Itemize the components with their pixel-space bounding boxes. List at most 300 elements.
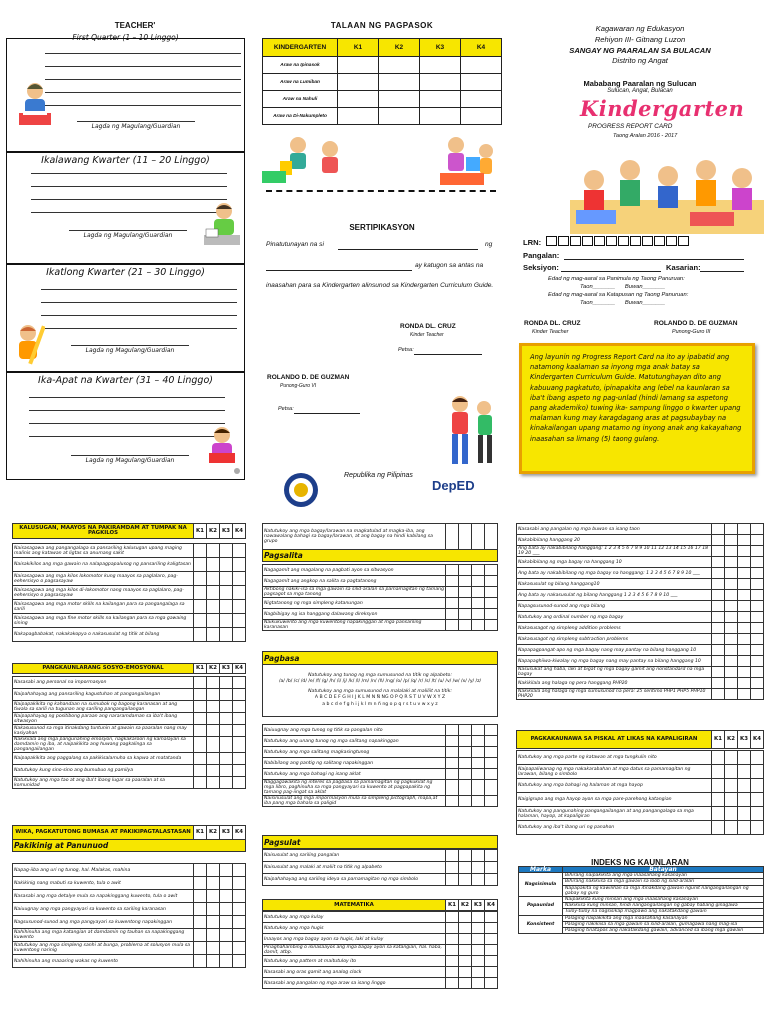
criteria-item: Naggagawakita ng interes sa pagbasa sa pamamagitan ng pagkukilat ng mga libro, paghinuha sa mga pangyayari sa kuwento at pagpapakita ng tamang pag-iingat sa aklat xyxy=(263,780,446,796)
rating-cell[interactable] xyxy=(233,572,246,586)
rating-cell[interactable] xyxy=(712,751,725,765)
rating-cell[interactable] xyxy=(194,877,207,890)
rating-cell[interactable] xyxy=(207,753,220,765)
rating-cell[interactable] xyxy=(485,945,498,956)
rating-cell[interactable] xyxy=(472,796,485,807)
rating-cell[interactable] xyxy=(751,656,764,667)
rating-cell[interactable] xyxy=(712,579,725,590)
rating-cell[interactable] xyxy=(485,758,498,769)
rating-cell[interactable] xyxy=(725,779,738,793)
rating-cell[interactable] xyxy=(725,678,738,689)
rating-cell[interactable] xyxy=(459,923,472,934)
rating-cell[interactable] xyxy=(485,912,498,923)
rating-cell[interactable] xyxy=(712,535,725,546)
rating-cell[interactable] xyxy=(485,967,498,978)
rating-cell[interactable] xyxy=(459,862,472,874)
rating-cell[interactable] xyxy=(194,753,207,765)
rating-cell[interactable] xyxy=(725,765,738,779)
rating-cell[interactable] xyxy=(725,689,738,700)
rating-cell[interactable] xyxy=(459,576,472,587)
rating-cell[interactable] xyxy=(751,667,764,678)
rating-cell[interactable] xyxy=(738,579,751,590)
lrn-input[interactable] xyxy=(545,236,689,246)
rating-cell[interactable] xyxy=(751,821,764,835)
rating-cell[interactable] xyxy=(194,713,207,725)
rating-cell[interactable] xyxy=(194,765,207,777)
rating-cell[interactable] xyxy=(712,793,725,807)
rating-cell[interactable] xyxy=(207,903,220,916)
rating-cell[interactable] xyxy=(207,544,220,558)
rating-cell[interactable] xyxy=(459,725,472,736)
rating-cell[interactable] xyxy=(725,821,738,835)
rating-cell[interactable] xyxy=(738,667,751,678)
rating-cell[interactable] xyxy=(738,678,751,689)
rating-cell[interactable] xyxy=(751,623,764,634)
rating-cell[interactable] xyxy=(712,689,725,700)
kasarian-field[interactable] xyxy=(700,271,744,272)
rating-cell[interactable] xyxy=(207,916,220,929)
rating-cell[interactable] xyxy=(712,656,725,667)
rating-cell[interactable] xyxy=(220,614,233,628)
rating-cell[interactable] xyxy=(194,942,207,955)
rating-cell[interactable] xyxy=(712,779,725,793)
rating-cell[interactable] xyxy=(459,780,472,796)
criteria-item: Natutukoy ang ordinal number ng mga bagay xyxy=(517,612,712,623)
rating-cell[interactable] xyxy=(738,568,751,579)
rating-cell[interactable] xyxy=(472,862,485,874)
rating-cell[interactable] xyxy=(472,620,485,631)
rating-cell[interactable] xyxy=(220,942,233,955)
rating-cell[interactable] xyxy=(207,628,220,642)
rating-cell[interactable] xyxy=(459,736,472,747)
rating-cell[interactable] xyxy=(446,780,459,796)
rating-cell[interactable] xyxy=(725,667,738,678)
rating-cell[interactable] xyxy=(233,877,246,890)
rating-cell[interactable] xyxy=(751,678,764,689)
rating-cell[interactable] xyxy=(472,576,485,587)
rating-cell[interactable] xyxy=(472,978,485,989)
rating-cell[interactable] xyxy=(233,614,246,628)
rating-cell[interactable] xyxy=(725,793,738,807)
rating-cell[interactable] xyxy=(233,677,246,689)
rating-cell[interactable] xyxy=(485,769,498,780)
teacher-header: TEACHER' xyxy=(114,21,156,30)
rating-cell[interactable] xyxy=(725,524,738,535)
criteria-item: Natutukoy ang mga simpleng sanhi at bunga, problema at solusyon mula sa kuwentong narinig xyxy=(13,942,194,955)
rating-cell[interactable] xyxy=(220,558,233,572)
rating-cell[interactable] xyxy=(233,689,246,701)
rating-cell[interactable] xyxy=(485,725,498,736)
rating-cell[interactable] xyxy=(751,751,764,765)
rating-cell[interactable] xyxy=(194,600,207,614)
rating-cell[interactable] xyxy=(233,600,246,614)
rating-cell[interactable] xyxy=(712,678,725,689)
rating-cell[interactable] xyxy=(485,956,498,967)
rating-cell[interactable] xyxy=(485,598,498,609)
rating-cell[interactable] xyxy=(712,612,725,623)
rating-cell[interactable] xyxy=(459,945,472,956)
criteria-item: Naiuugnay ang mga tunog ng titik sa pangalan nito xyxy=(263,725,446,736)
rating-cell[interactable] xyxy=(738,612,751,623)
rating-cell[interactable] xyxy=(207,572,220,586)
rating-cell[interactable] xyxy=(233,903,246,916)
rating-cell[interactable] xyxy=(207,677,220,689)
rating-cell[interactable] xyxy=(194,737,207,753)
rating-cell[interactable] xyxy=(725,623,738,634)
rating-cell[interactable] xyxy=(233,737,246,753)
rating-cell[interactable] xyxy=(738,793,751,807)
rating-cell[interactable] xyxy=(220,777,233,789)
rating-cell[interactable] xyxy=(446,598,459,609)
rating-cell[interactable] xyxy=(446,956,459,967)
rating-cell[interactable] xyxy=(472,780,485,796)
rating-cell[interactable] xyxy=(485,934,498,945)
rating-cell[interactable] xyxy=(712,807,725,821)
rating-cell[interactable] xyxy=(446,967,459,978)
rating-cell[interactable] xyxy=(220,916,233,929)
rating-cell[interactable] xyxy=(459,758,472,769)
rating-cell[interactable] xyxy=(194,628,207,642)
rating-cell[interactable] xyxy=(194,725,207,737)
rating-cell[interactable] xyxy=(751,557,764,568)
rating-cell[interactable] xyxy=(738,689,751,700)
rating-cell[interactable] xyxy=(220,689,233,701)
rating-cell[interactable] xyxy=(459,967,472,978)
rating-cell[interactable] xyxy=(725,590,738,601)
rating-cell[interactable] xyxy=(751,793,764,807)
rating-cell[interactable] xyxy=(220,544,233,558)
rating-cell[interactable] xyxy=(207,877,220,890)
rating-cell[interactable] xyxy=(751,535,764,546)
rating-cell[interactable] xyxy=(712,546,725,557)
rating-cell[interactable] xyxy=(459,850,472,862)
rating-cell[interactable] xyxy=(738,645,751,656)
rating-cell[interactable] xyxy=(233,628,246,642)
rating-cell[interactable] xyxy=(220,628,233,642)
rating-cell[interactable] xyxy=(751,546,764,557)
rating-cell[interactable] xyxy=(446,862,459,874)
rating-cell[interactable] xyxy=(194,929,207,942)
student-name-line[interactable] xyxy=(338,249,478,250)
rating-cell[interactable] xyxy=(725,656,738,667)
rating-cell[interactable] xyxy=(207,737,220,753)
rating-cell[interactable] xyxy=(220,586,233,600)
rating-cell[interactable] xyxy=(712,524,725,535)
rating-cell[interactable] xyxy=(446,609,459,620)
rating-cell[interactable] xyxy=(751,765,764,779)
rating-cell[interactable] xyxy=(485,565,498,576)
rating-cell[interactable] xyxy=(220,725,233,737)
criteria-item: Natutukoy ang mga bagay/larawan na magkatulad at magka-iba, ang nawawalang bahagi sa bagay/larawan, at ang bagay na hindi kabilang sa grupo xyxy=(263,524,446,550)
rating-cell[interactable] xyxy=(472,598,485,609)
rating-cell[interactable] xyxy=(725,579,738,590)
rating-cell[interactable] xyxy=(446,934,459,945)
rating-cell[interactable] xyxy=(485,978,498,989)
rating-cell[interactable] xyxy=(446,565,459,576)
rating-cell[interactable] xyxy=(725,535,738,546)
rating-cell[interactable] xyxy=(207,777,220,789)
rating-cell[interactable] xyxy=(207,942,220,955)
rating-cell[interactable] xyxy=(194,777,207,789)
rating-cell[interactable] xyxy=(485,736,498,747)
criteria-item: Natutukoy ang mga salitang magkasingtunog xyxy=(263,747,446,758)
rating-cell[interactable] xyxy=(446,620,459,631)
rating-cell[interactable] xyxy=(233,558,246,572)
rating-cell[interactable] xyxy=(446,758,459,769)
rating-cell[interactable] xyxy=(485,862,498,874)
rating-cell[interactable] xyxy=(472,874,485,886)
criteria-item: Nakasusagot ng simpleng addition problems xyxy=(517,623,712,634)
rating-cell[interactable] xyxy=(725,557,738,568)
rating-cell[interactable] xyxy=(738,765,751,779)
rating-cell[interactable] xyxy=(233,916,246,929)
rating-cell[interactable] xyxy=(207,955,220,968)
rating-cell[interactable] xyxy=(751,568,764,579)
rating-cell[interactable] xyxy=(220,765,233,777)
rating-cell[interactable] xyxy=(194,572,207,586)
rating-cell[interactable] xyxy=(725,612,738,623)
rating-cell[interactable] xyxy=(712,645,725,656)
rating-cell[interactable] xyxy=(446,850,459,862)
rating-cell[interactable] xyxy=(207,701,220,713)
rating-cell[interactable] xyxy=(194,701,207,713)
rating-cell[interactable] xyxy=(459,956,472,967)
quarter-3-box xyxy=(6,264,245,372)
rating-cell[interactable] xyxy=(485,923,498,934)
rating-cell[interactable] xyxy=(459,620,472,631)
rating-cell[interactable] xyxy=(220,890,233,903)
rating-cell[interactable] xyxy=(233,753,246,765)
rating-cell[interactable] xyxy=(472,758,485,769)
rating-cell[interactable] xyxy=(194,614,207,628)
rating-cell[interactable] xyxy=(472,725,485,736)
rating-cell[interactable] xyxy=(712,821,725,835)
rating-cell[interactable] xyxy=(220,713,233,725)
rating-cell[interactable] xyxy=(459,769,472,780)
rating-cell[interactable] xyxy=(446,796,459,807)
rating-cell[interactable] xyxy=(725,601,738,612)
rating-cell[interactable] xyxy=(712,765,725,779)
rating-cell[interactable] xyxy=(738,779,751,793)
rating-cell[interactable] xyxy=(472,956,485,967)
rating-cell[interactable] xyxy=(751,579,764,590)
rating-cell[interactable] xyxy=(459,609,472,620)
date-line[interactable] xyxy=(414,354,482,355)
index-level-label: Papaunlad xyxy=(519,897,563,916)
rating-cell[interactable] xyxy=(485,620,498,631)
rating-cell[interactable] xyxy=(446,874,459,886)
rating-cell[interactable] xyxy=(712,623,725,634)
rating-cell[interactable] xyxy=(233,765,246,777)
rating-cell[interactable] xyxy=(220,600,233,614)
rating-cell[interactable] xyxy=(194,916,207,929)
rating-cell[interactable] xyxy=(446,945,459,956)
rating-cell[interactable] xyxy=(738,656,751,667)
rating-cell[interactable] xyxy=(233,890,246,903)
rating-cell[interactable] xyxy=(446,747,459,758)
rating-cell[interactable] xyxy=(712,601,725,612)
rating-cell[interactable] xyxy=(472,736,485,747)
rating-cell[interactable] xyxy=(459,912,472,923)
rating-cell[interactable] xyxy=(485,850,498,862)
rating-cell[interactable] xyxy=(194,890,207,903)
rating-cell[interactable] xyxy=(738,821,751,835)
date-line-2[interactable] xyxy=(294,413,360,414)
rating-cell[interactable] xyxy=(194,677,207,689)
cover-teacher-role: Kinder Teacher xyxy=(532,329,569,335)
rating-cell[interactable] xyxy=(712,590,725,601)
rating-cell[interactable] xyxy=(233,955,246,968)
rating-cell[interactable] xyxy=(233,942,246,955)
rating-cell[interactable] xyxy=(472,945,485,956)
rating-cell[interactable] xyxy=(725,568,738,579)
rating-cell[interactable] xyxy=(220,929,233,942)
rating-cell[interactable] xyxy=(485,587,498,598)
rating-cell[interactable] xyxy=(485,609,498,620)
rating-cell[interactable] xyxy=(751,524,764,535)
rating-cell[interactable] xyxy=(738,601,751,612)
rating-cell[interactable] xyxy=(207,864,220,877)
rating-cell[interactable] xyxy=(459,565,472,576)
rating-cell[interactable] xyxy=(233,713,246,725)
rating-cell[interactable] xyxy=(751,689,764,700)
rating-cell[interactable] xyxy=(472,912,485,923)
rating-cell[interactable] xyxy=(194,558,207,572)
rating-cell[interactable] xyxy=(472,609,485,620)
rating-cell[interactable] xyxy=(472,967,485,978)
rating-cell[interactable] xyxy=(738,546,751,557)
rating-cell[interactable] xyxy=(459,874,472,886)
rating-cell[interactable] xyxy=(446,912,459,923)
rating-cell[interactable] xyxy=(446,923,459,934)
rating-cell[interactable] xyxy=(207,614,220,628)
rating-cell[interactable] xyxy=(233,544,246,558)
rating-cell[interactable] xyxy=(712,568,725,579)
rating-cell[interactable] xyxy=(725,807,738,821)
rating-cell[interactable] xyxy=(459,587,472,598)
rating-cell[interactable] xyxy=(751,634,764,645)
seksiyon-field[interactable] xyxy=(561,271,661,272)
rating-cell[interactable] xyxy=(220,737,233,753)
rating-cell[interactable] xyxy=(207,890,220,903)
rating-cell[interactable] xyxy=(446,769,459,780)
rating-cell[interactable] xyxy=(459,598,472,609)
rating-cell[interactable] xyxy=(725,751,738,765)
rating-cell[interactable] xyxy=(220,864,233,877)
rating-cell[interactable] xyxy=(207,586,220,600)
rating-cell[interactable] xyxy=(472,747,485,758)
rating-cell[interactable] xyxy=(194,586,207,600)
rating-cell[interactable] xyxy=(446,978,459,989)
rating-cell[interactable] xyxy=(485,796,498,807)
rating-cell[interactable] xyxy=(233,864,246,877)
criteria-row xyxy=(517,524,764,535)
rating-cell[interactable] xyxy=(751,645,764,656)
rating-cell[interactable] xyxy=(194,864,207,877)
rating-cell[interactable] xyxy=(233,777,246,789)
rating-cell[interactable] xyxy=(220,903,233,916)
rating-cell[interactable] xyxy=(220,877,233,890)
rating-cell[interactable] xyxy=(712,634,725,645)
rating-cell[interactable] xyxy=(472,934,485,945)
rating-cell[interactable] xyxy=(459,796,472,807)
rating-cell[interactable] xyxy=(472,587,485,598)
rating-cell[interactable] xyxy=(194,689,207,701)
rating-cell[interactable] xyxy=(712,667,725,678)
pangalan-field[interactable] xyxy=(564,259,744,260)
rating-cell[interactable] xyxy=(194,955,207,968)
rating-cell[interactable] xyxy=(207,689,220,701)
rating-cell[interactable] xyxy=(220,677,233,689)
rating-cell[interactable] xyxy=(712,557,725,568)
rating-cell[interactable] xyxy=(194,544,207,558)
rating-cell[interactable] xyxy=(725,645,738,656)
rating-cell[interactable] xyxy=(220,753,233,765)
rating-cell[interactable] xyxy=(472,850,485,862)
rating-cell[interactable] xyxy=(738,634,751,645)
rating-cell[interactable] xyxy=(485,874,498,886)
rating-cell[interactable] xyxy=(207,713,220,725)
rating-cell[interactable] xyxy=(751,590,764,601)
section-name-line[interactable] xyxy=(266,270,412,271)
rating-cell[interactable] xyxy=(459,747,472,758)
rating-cell[interactable] xyxy=(738,535,751,546)
attendance-header: K3 xyxy=(420,39,461,57)
rating-cell[interactable] xyxy=(751,601,764,612)
rating-cell[interactable] xyxy=(446,576,459,587)
rating-cell[interactable] xyxy=(207,600,220,614)
rating-cell[interactable] xyxy=(207,558,220,572)
rating-cell[interactable] xyxy=(738,590,751,601)
rating-cell[interactable] xyxy=(459,978,472,989)
rating-cell[interactable] xyxy=(207,725,220,737)
rating-cell[interactable] xyxy=(738,623,751,634)
rating-cell[interactable] xyxy=(725,634,738,645)
rating-cell[interactable] xyxy=(472,923,485,934)
rating-cell[interactable] xyxy=(485,747,498,758)
rating-cell[interactable] xyxy=(446,736,459,747)
rating-cell[interactable] xyxy=(738,557,751,568)
rating-cell[interactable] xyxy=(751,807,764,821)
rating-cell[interactable] xyxy=(207,929,220,942)
rating-cell[interactable] xyxy=(459,934,472,945)
rating-cell[interactable] xyxy=(233,929,246,942)
rating-cell[interactable] xyxy=(485,576,498,587)
rating-cell[interactable] xyxy=(194,903,207,916)
rating-cell[interactable] xyxy=(738,807,751,821)
rating-cell[interactable] xyxy=(220,701,233,713)
rating-cell[interactable] xyxy=(220,955,233,968)
rating-cell[interactable] xyxy=(751,612,764,623)
criteria-item: Nakabibilang ng mga bagay na hanggang 10 xyxy=(517,557,712,568)
rating-cell[interactable] xyxy=(233,586,246,600)
rating-cell[interactable] xyxy=(472,565,485,576)
rating-cell[interactable] xyxy=(472,769,485,780)
rating-cell[interactable] xyxy=(738,751,751,765)
rating-cell[interactable] xyxy=(738,524,751,535)
rating-cell[interactable] xyxy=(725,546,738,557)
rating-cell[interactable] xyxy=(220,572,233,586)
rating-cell[interactable] xyxy=(446,725,459,736)
rating-cell[interactable] xyxy=(233,725,246,737)
rating-cell[interactable] xyxy=(233,701,246,713)
rating-cell[interactable] xyxy=(751,779,764,793)
taon-start: Taon_______ Buwan_______ xyxy=(580,284,666,290)
rating-cell[interactable] xyxy=(207,765,220,777)
rating-cell[interactable] xyxy=(485,780,498,796)
rating-cell[interactable] xyxy=(446,587,459,598)
attendance-header: K2 xyxy=(379,39,420,57)
